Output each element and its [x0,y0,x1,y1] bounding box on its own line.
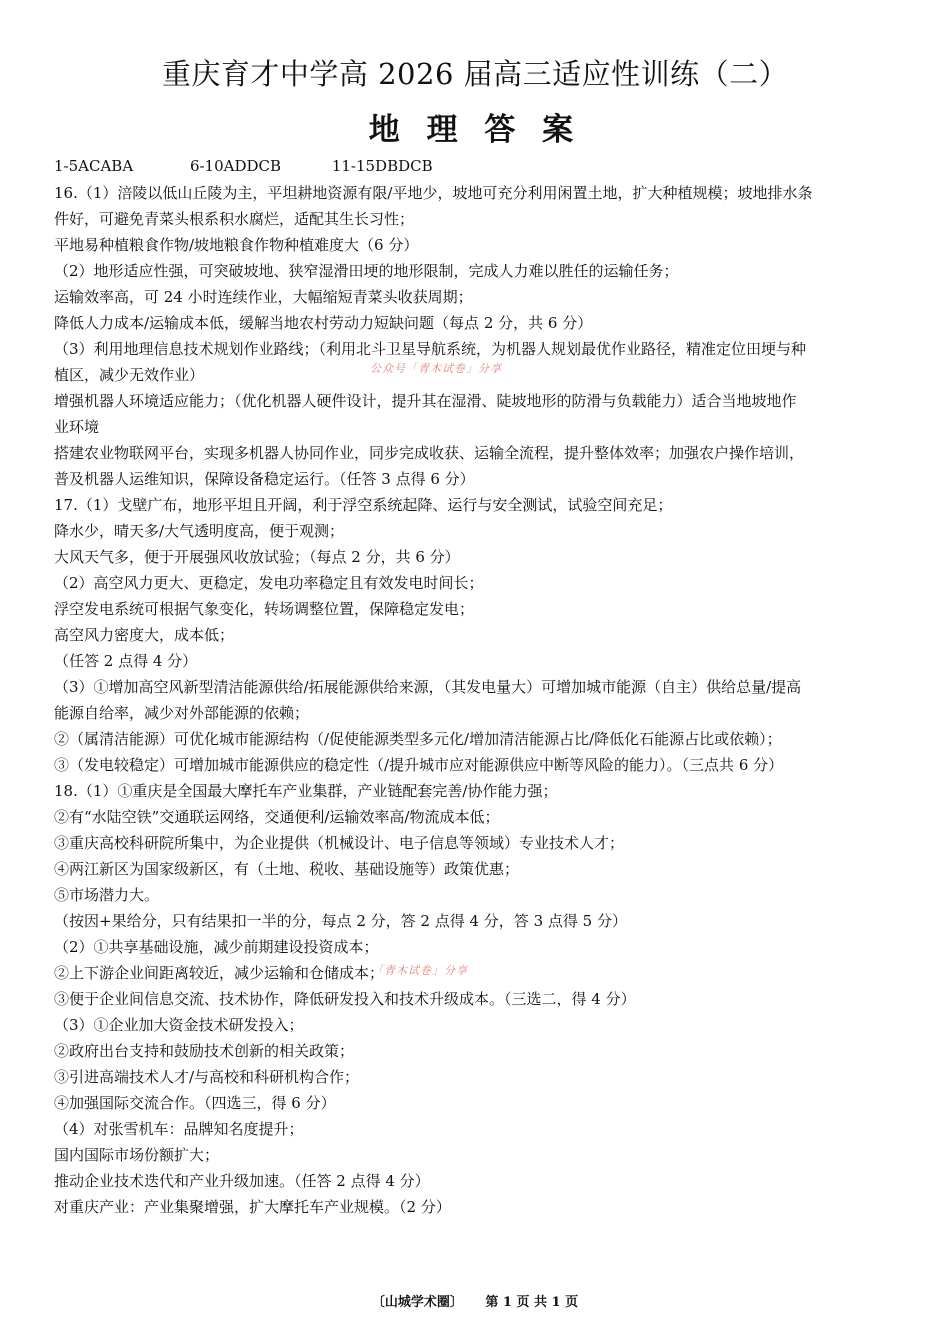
answer-line: （2）①共享基础设施，减少前期建设投资成本； [54,938,379,956]
document-title: 重庆育才中学高 2026 届高三适应性训练（二） [161,57,789,91]
answer-line: 件好，可避免青菜头根系积水腐烂，适配其生长习性； [54,210,415,228]
answer-line: （2）地形适应性强，可突破坡地、狭窄湿滑田埂的地形限制，完成人力难以胜任的运输任务； [54,262,679,280]
answer-line: ②有“水陆空铁”交通联运网络，交通便利/运输效率高/物流成本低； [54,808,500,826]
footer-source: 〔山城学术圈〕 [371,1295,463,1310]
answer-line: 高空风力密度大，成本低； [54,626,235,644]
mc-answers-1-5: 1-5ACABA [54,157,134,175]
answer-line: （任答 2 点得 4 分） [54,652,198,670]
answer-line: ②（属清洁能源）可优化城市能源结构（/促使能源类型多元化/增加清洁能源占比/降低化石能源占比或依赖）； [54,730,782,748]
answer-line: ④加强国际交流合作。（四选三，得 6 分） [54,1094,336,1112]
answer-line: 18.（1）①重庆是全国最大摩托车产业集群，产业链配套完善/协作能力强； [54,782,558,800]
answer-line: （4）对张雪机车：品牌知名度提升； [54,1120,304,1138]
answer-line: 搭建农业物联网平台，实现多机器人协同作业，同步完成收获、运输全流程，提升整体效率；加强农户操作培训， [54,444,805,462]
answer-line: 业环境 [54,418,100,436]
answer-line: （3）①企业加大资金技术研发投入； [54,1016,304,1034]
answer-line: 降水少，晴天多/大气透明度高，便于观测； [54,522,345,540]
answer-line: ③引进高端技术人才/与高校和科研机构合作； [54,1068,360,1086]
answer-body [54,180,900,1220]
answer-line: （按因+果给分，只有结果扣一半的分，每点 2 分，答 2 点得 4 分，答 3 点得 5 分） [54,912,627,930]
page-footer [0,1291,950,1310]
answer-line: 国内国际市场份额扩大； [54,1146,220,1164]
answer-line: 普及机器人运维知识，保障设备稳定运行。（任答 3 点得 6 分） [54,470,475,488]
answer-line: 推动企业技术迭代和产业升级加速。（任答 2 点得 4 分） [54,1172,430,1190]
answer-line: 能源自给率，减少对外部能源的依赖； [54,704,310,722]
answer-line: 运输效率高，可 24 小时连续作业，大幅缩短青菜头收获周期； [54,288,473,306]
answer-line: 大风天气多，便于开展强风收放试验；（每点 2 分，共 6 分） [54,548,460,566]
answer-line: 平地易种植粮食作物/坡地粮食作物种植难度大（6 分） [54,236,419,254]
document-subtitle: 地 理 答 案 [368,112,582,148]
answer-line: （3）①增加高空风新型清洁能源供给/拓展能源供给来源，（其发电量大）可增加城市能源（自主）供给总量/提高 [54,678,802,696]
footer-page-number: 第 1 页 共 1 页 [485,1295,579,1310]
answer-line: ③便于企业间信息交流、技术协作，降低研发投入和技术升级成本。（三选二，得 4 分） [54,990,636,1008]
answer-line: 降低人力成本/运输成本低，缓解当地农村劳动力短缺问题（每点 2 分，共 6 分） [54,314,593,332]
answer-line: 16.（1）涪陵以低山丘陵为主，平坦耕地资源有限/平地少，坡地可充分利用闲置土地，扩大种植规模；坡地排水条 [54,184,813,202]
answer-line: ③（发电较稳定）可增加城市能源供应的稳定性（/提升城市应对能源供应中断等风险的能力）。（三点共 6 分） [54,756,784,774]
answer-line: ③重庆高校科研院所集中，为企业提供（机械设计、电子信息等领域）专业技术人才； [54,834,625,852]
answer-line: 浮空发电系统可根据气象变化，转场调整位置，保障稳定发电； [54,600,475,618]
answer-line: ②上下游企业间距离较近，减少运输和仓储成本； [54,964,385,982]
multiple-choice-answers [54,157,433,175]
answer-line: 17.（1）戈壁广布，地形平坦且开阔，利于浮空系统起降、运行与安全测试，试验空间充足； [54,496,673,514]
mc-answers-11-15: 11-15DBDCB [331,157,433,175]
mc-answers-6-10: 6-10ADDCB [189,157,282,175]
answer-line: （3）利用地理信息技术规划作业路线；（利用北斗卫星导航系统，为机器人规划最优作业路径，精准定位田埂与种 [54,340,807,358]
answer-line: ⑤市场潜力大。 [54,886,160,904]
answer-line: 对重庆产业：产业集聚增强，扩大摩托车产业规模。（2 分） [54,1198,451,1216]
watermark: 「青木试卷」分享 [372,964,468,977]
watermark: 公众号「青木试卷」分享 [370,362,502,375]
answer-line: ②政府出台支持和鼓励技术创新的相关政策； [54,1042,355,1060]
answer-line: 增强机器人环境适应能力；（优化机器人硬件设计，提升其在湿滑、陡坡地形的防滑与负载能力）适合当地坡地作 [54,392,797,410]
answer-line: ④两江新区为国家级新区，有（土地、税收、基础设施等）政策优惠； [54,860,520,878]
answer-line: （2）高空风力更大、更稳定，发电功率稳定且有效发电时间长； [54,574,484,592]
answer-line: 植区，减少无效作业） [54,366,205,384]
